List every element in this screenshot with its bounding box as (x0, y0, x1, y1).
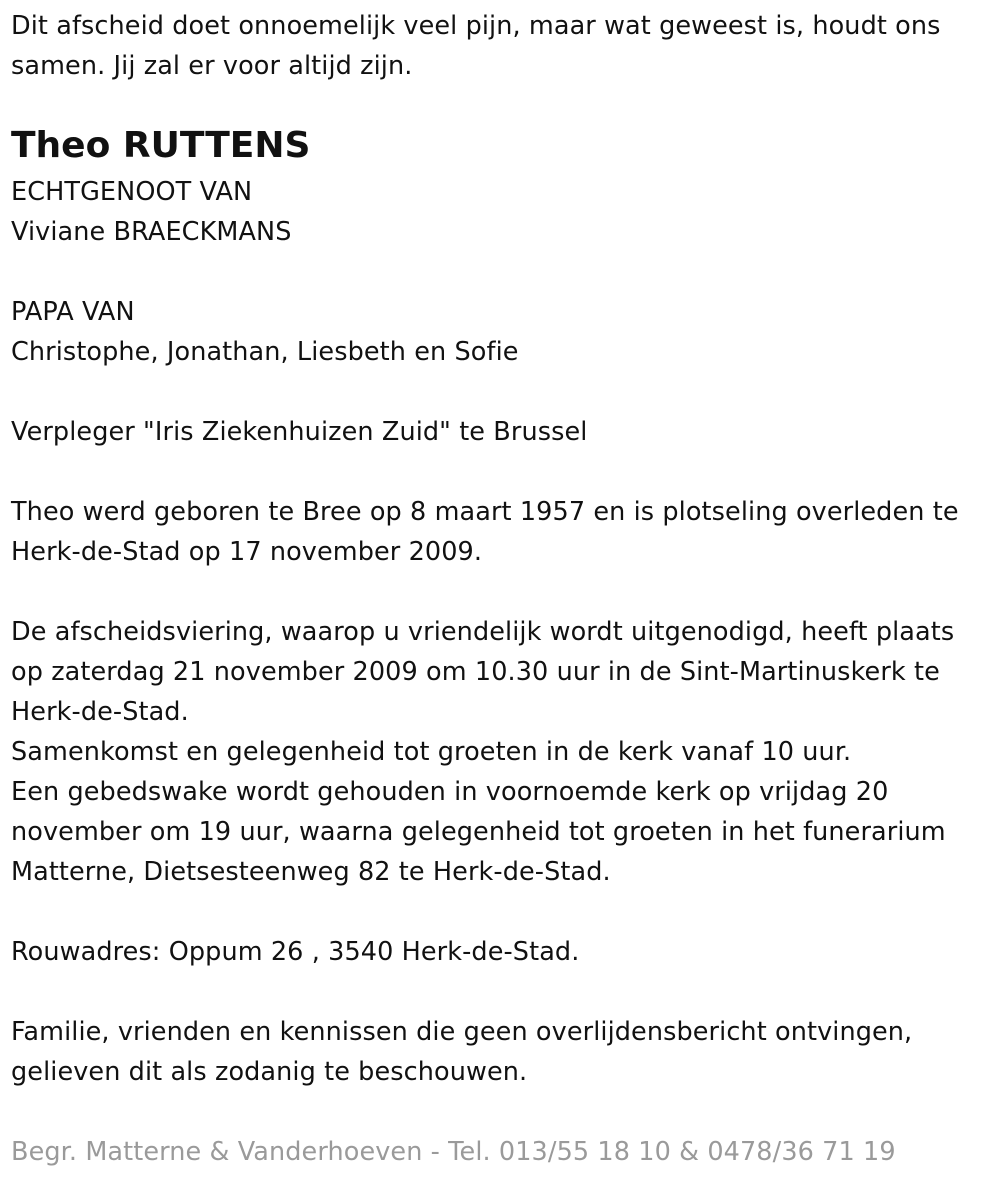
intro-line-1: Dit afscheid doet onnoemelijk veel pijn, maar wat geweest is, houdt ons (11, 11, 941, 41)
obituary-notice (11, 6, 991, 1172)
spouse-name: Viviane BRAECKMANS (11, 217, 292, 247)
ceremony-line-7: Matterne, Dietsesteenweg 82 te Herk-de-Stad. (11, 857, 611, 887)
ceremony-line-4: Samenkomst en gelegenheid tot groeten in de kerk vanaf 10 uur. (11, 737, 852, 767)
ceremony-line-1: De afscheidsviering, waarop u vriendelijk wordt uitgenodigd, heeft plaats (11, 617, 955, 647)
occupation: Verpleger "Iris Ziekenhuizen Zuid" te Brussel (11, 417, 588, 447)
mourning-address: Rouwadres: Oppum 26 , 3540 Herk-de-Stad. (11, 937, 580, 967)
notice-line-2: gelieven dit als zodanig te beschouwen. (11, 1057, 528, 1087)
notice-line-1: Familie, vrienden en kennissen die geen overlijdensbericht ontvingen, (11, 1017, 913, 1047)
spacer (11, 892, 991, 932)
spacer (11, 972, 991, 1012)
children-names: Christophe, Jonathan, Liesbeth en Sofie (11, 337, 519, 367)
spacer (11, 572, 991, 612)
spacer (11, 372, 991, 412)
birth-death-line-2: Herk-de-Stad op 17 november 2009. (11, 537, 483, 567)
intro-line-2: samen. Jij zal er voor altijd zijn. (11, 51, 413, 81)
ceremony-line-5: Een gebedswake wordt gehouden in voornoemde kerk op vrijdag 20 (11, 777, 889, 807)
children-label: PAPA VAN (11, 297, 135, 327)
spacer (11, 1092, 991, 1132)
spacer (11, 452, 991, 492)
ceremony-line-3: Herk-de-Stad. (11, 697, 189, 727)
ceremony-line-2: op zaterdag 21 november 2009 om 10.30 uur in de Sint-Martinuskerk te (11, 657, 940, 687)
ceremony-line-6: november om 19 uur, waarna gelegenheid tot groeten in het funerarium (11, 817, 946, 847)
spouse-label: ECHTGENOOT VAN (11, 177, 253, 207)
birth-death-line-1: Theo werd geboren te Bree op 8 maart 1957 en is plotseling overleden te (11, 497, 959, 527)
deceased-name: Theo RUTTENS (11, 125, 311, 166)
funeral-director-footer: Begr. Matterne & Vanderhoeven - Tel. 013/55 18 10 & 0478/36 71 19 (11, 1137, 896, 1167)
spacer (11, 252, 991, 292)
